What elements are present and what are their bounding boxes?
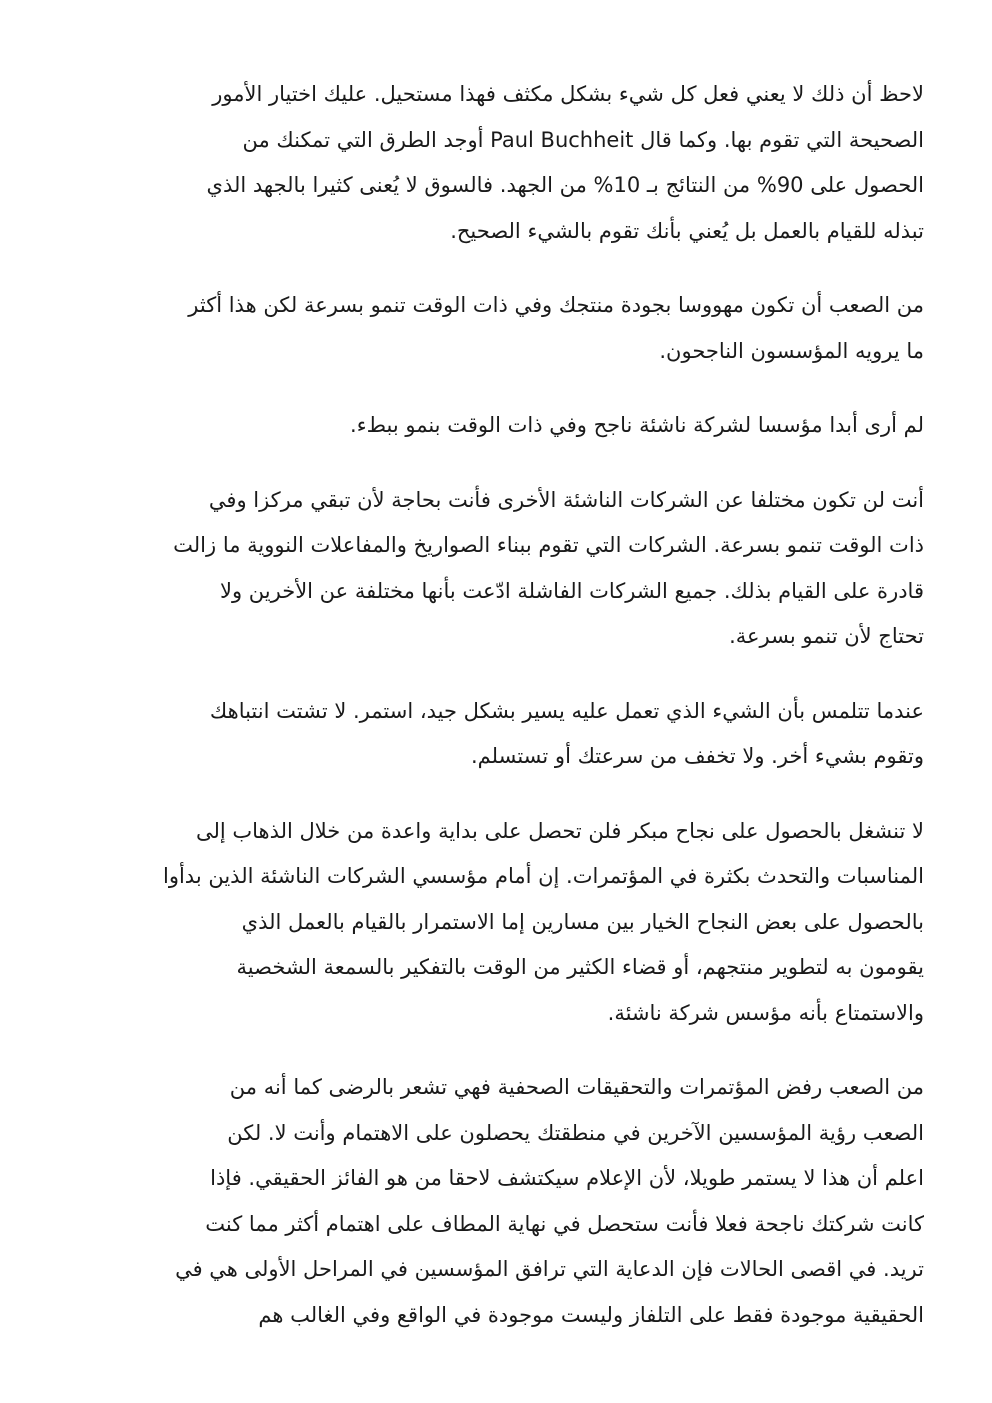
text-line: وتقوم بشيء أخر. ولا تخفف من سرعتك أو تستسلم. bbox=[471, 744, 924, 768]
text-line: اعلم أن هذا لا يستمر طويلا، لأن الإعلام سيكتشف لاحقا من هو الفائز الحقيقي. فإذا bbox=[210, 1166, 924, 1190]
text-line: الصحيحة التي تقوم بها. وكما قال Paul Buchheit أوجد الطرق التي تمكنك من bbox=[242, 127, 924, 152]
text-line: لاحظ أن ذلك لا يعني فعل كل شيء بشكل مكثف فهذا مستحيل. عليك اختيار الأمور bbox=[212, 82, 924, 106]
text-line: من الصعب رفض المؤتمرات والتحقيقات الصحفية فهي تشعر بالرضى كما أنه من bbox=[229, 1075, 924, 1099]
paragraph-5 bbox=[96, 689, 924, 780]
paragraph-1 bbox=[96, 72, 924, 254]
text-line: من الصعب أن تكون مهووسا بجودة منتجك وفي ذات الوقت تنمو بسرعة لكن هذا أكثر bbox=[188, 293, 924, 317]
text-line: كانت شركتك ناجحة فعلا فأنت ستحصل في نهاية المطاف على اهتمام أكثر مما كنت bbox=[205, 1211, 924, 1236]
text-line: عندما تتلمس بأن الشيء الذي تعمل عليه يسير بشكل جيد، استمر. لا تشتت انتباهك bbox=[209, 698, 924, 723]
text-line: المناسبات والتحدث بكثرة في المؤتمرات. إن أمام مؤسسي الشركات الناشئة الذين بدأوا bbox=[163, 864, 924, 888]
article-body bbox=[96, 72, 924, 1367]
paragraph-4 bbox=[96, 478, 924, 660]
text-line: والاستمتاع بأنه مؤسس شركة ناشئة. bbox=[607, 1000, 924, 1025]
text-line: ذات الوقت تنمو بسرعة. الشركات التي تقوم ببناء الصواريخ والمفاعلات النووية ما زالت bbox=[173, 533, 924, 557]
text-line: الحقيقية موجودة فقط على التلفاز وليست موجودة في الواقع وفي الغالب هم bbox=[258, 1302, 924, 1327]
text-line: تحتاج لأن تنمو بسرعة. bbox=[729, 624, 924, 648]
text-line: الصعب رؤية المؤسسين الآخرين في منطقتك يحصلون على الاهتمام وأنت لا. لكن bbox=[227, 1120, 924, 1145]
paragraph-3 bbox=[96, 403, 924, 449]
text-line: لم أرى أبدا مؤسسا لشركة ناشئة ناجح وفي ذات الوقت بنمو ببطء. bbox=[350, 413, 924, 437]
paragraph-6 bbox=[96, 809, 924, 1037]
text-line: تريد. في اقصى الحالات فإن الدعاية التي ترافق المؤسسين في المراحل الأولى هي في bbox=[175, 1257, 924, 1281]
text-line: تبذله للقيام بالعمل بل يُعني بأنك تقوم بالشيء الصحيح. bbox=[450, 218, 924, 243]
text-line: أنت لن تكون مختلفا عن الشركات الناشئة الأخرى فأنت بحاجة لأن تبقي مركزا وفي bbox=[208, 487, 924, 512]
paragraph-7 bbox=[96, 1065, 924, 1338]
text-line: قادرة على القيام بذلك. جميع الشركات الفاشلة ادّعت بأنها مختلفة عن الأخرين ولا bbox=[220, 578, 924, 603]
text-line: يقومون به لتطوير منتجهم، أو قضاء الكثير من الوقت بالتفكير بالسمعة الشخصية bbox=[236, 955, 924, 979]
paragraph-2 bbox=[96, 283, 924, 374]
text-line: لا تنشغل بالحصول على نجاح مبكر فلن تحصل على بداية واعدة من خلال الذهاب إلى bbox=[195, 818, 924, 843]
text-line: بالحصول على بعض النجاح الخيار بين مسارين إما الاستمرار بالقيام بالعمل الذي bbox=[241, 909, 924, 934]
text-line: ما يرويه المؤسسون الناجحون. bbox=[659, 338, 924, 363]
text-line: الحصول على 90% من النتائج بـ 10% من الجهد. فالسوق لا يُعنى كثيرا بالجهد الذي bbox=[206, 173, 924, 197]
